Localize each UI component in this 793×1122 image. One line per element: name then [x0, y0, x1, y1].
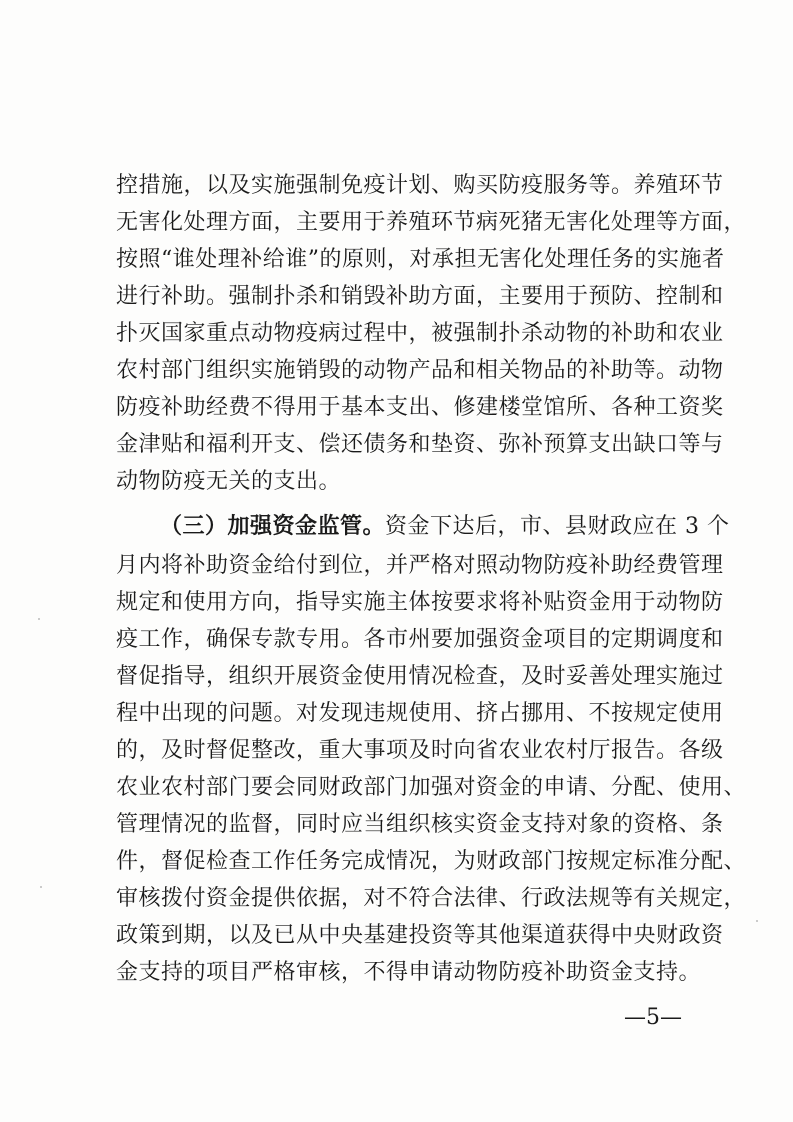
- section-first-line: [160, 513, 730, 541]
- section-line: 政策到期，以及已从中央基建投资等其他渠道获得中央财政资: [116, 923, 724, 948]
- section-line: 农业农村部门要会同财政部门加强对资金的申请、分配、使用、: [116, 775, 747, 800]
- section-line: 月内将补助资金给付到位，并严格对照动物防疫补助经费管理: [116, 553, 724, 578]
- page-number: —5—: [624, 1005, 682, 1030]
- section-line: 件，督促检查工作任务完成情况，为财政部门按规定标准分配、: [116, 849, 747, 874]
- section-heading: （三）加强资金监管。: [160, 514, 386, 539]
- section-line: 督促指导，组织开展资金使用情况检查，及时妥善处理实施过: [116, 664, 724, 689]
- paragraph-line: 金津贴和福利开支、偿还债务和垫资、弥补预算支出缺口等与: [116, 432, 724, 457]
- section-first-line-rest: 资金下达后，市、县财政应在 3 个: [385, 514, 730, 539]
- paragraph-line: 进行补助。强制扑杀和销毁补助方面，主要用于预防、控制和: [116, 284, 724, 309]
- section-line: 管理情况的监督，同时应当组织核实资金支持对象的资格、条: [116, 812, 724, 837]
- section-line: 疫工作，确保专款专用。各市州要加强资金项目的定期调度和: [116, 627, 724, 652]
- paragraph-line: 防疫补助经费不得用于基本支出、修建楼堂馆所、各种工资奖: [116, 395, 724, 420]
- scan-speck: [38, 618, 40, 620]
- scan-speck: [756, 920, 758, 922]
- paragraph-line: 农村部门组织实施销毁的动物产品和相关物品的补助等。动物: [116, 358, 724, 383]
- section-line: 程中出现的问题。对发现违规使用、挤占挪用、不按规定使用: [116, 701, 724, 726]
- scan-speck: [40, 886, 42, 888]
- paragraph-line: 扑灭国家重点动物疫病过程中，被强制扑杀动物的补助和农业: [116, 321, 724, 346]
- paragraph-line: 控措施，以及实施强制免疫计划、购买防疫服务等。养殖环节: [116, 173, 724, 198]
- section-line: 金支持的项目严格审核，不得申请动物防疫补助资金支持。: [116, 960, 702, 985]
- section-line: 审核拨付资金提供依据，对不符合法律、行政法规等有关规定，: [116, 886, 747, 911]
- paragraph-line: 动物防疫无关的支出。: [116, 469, 342, 494]
- paragraph-line: 按照“谁处理补给谁”的原则，对承担无害化处理任务的实施者: [116, 247, 725, 272]
- paragraph-line: 无害化处理方面，主要用于养殖环节病死猪无害化处理等方面，: [116, 210, 747, 235]
- section-line: 规定和使用方向，指导实施主体按要求将补贴资金用于动物防: [116, 590, 724, 615]
- section-line: 的，及时督促整改，重大事项及时向省农业农村厅报告。各级: [116, 738, 724, 763]
